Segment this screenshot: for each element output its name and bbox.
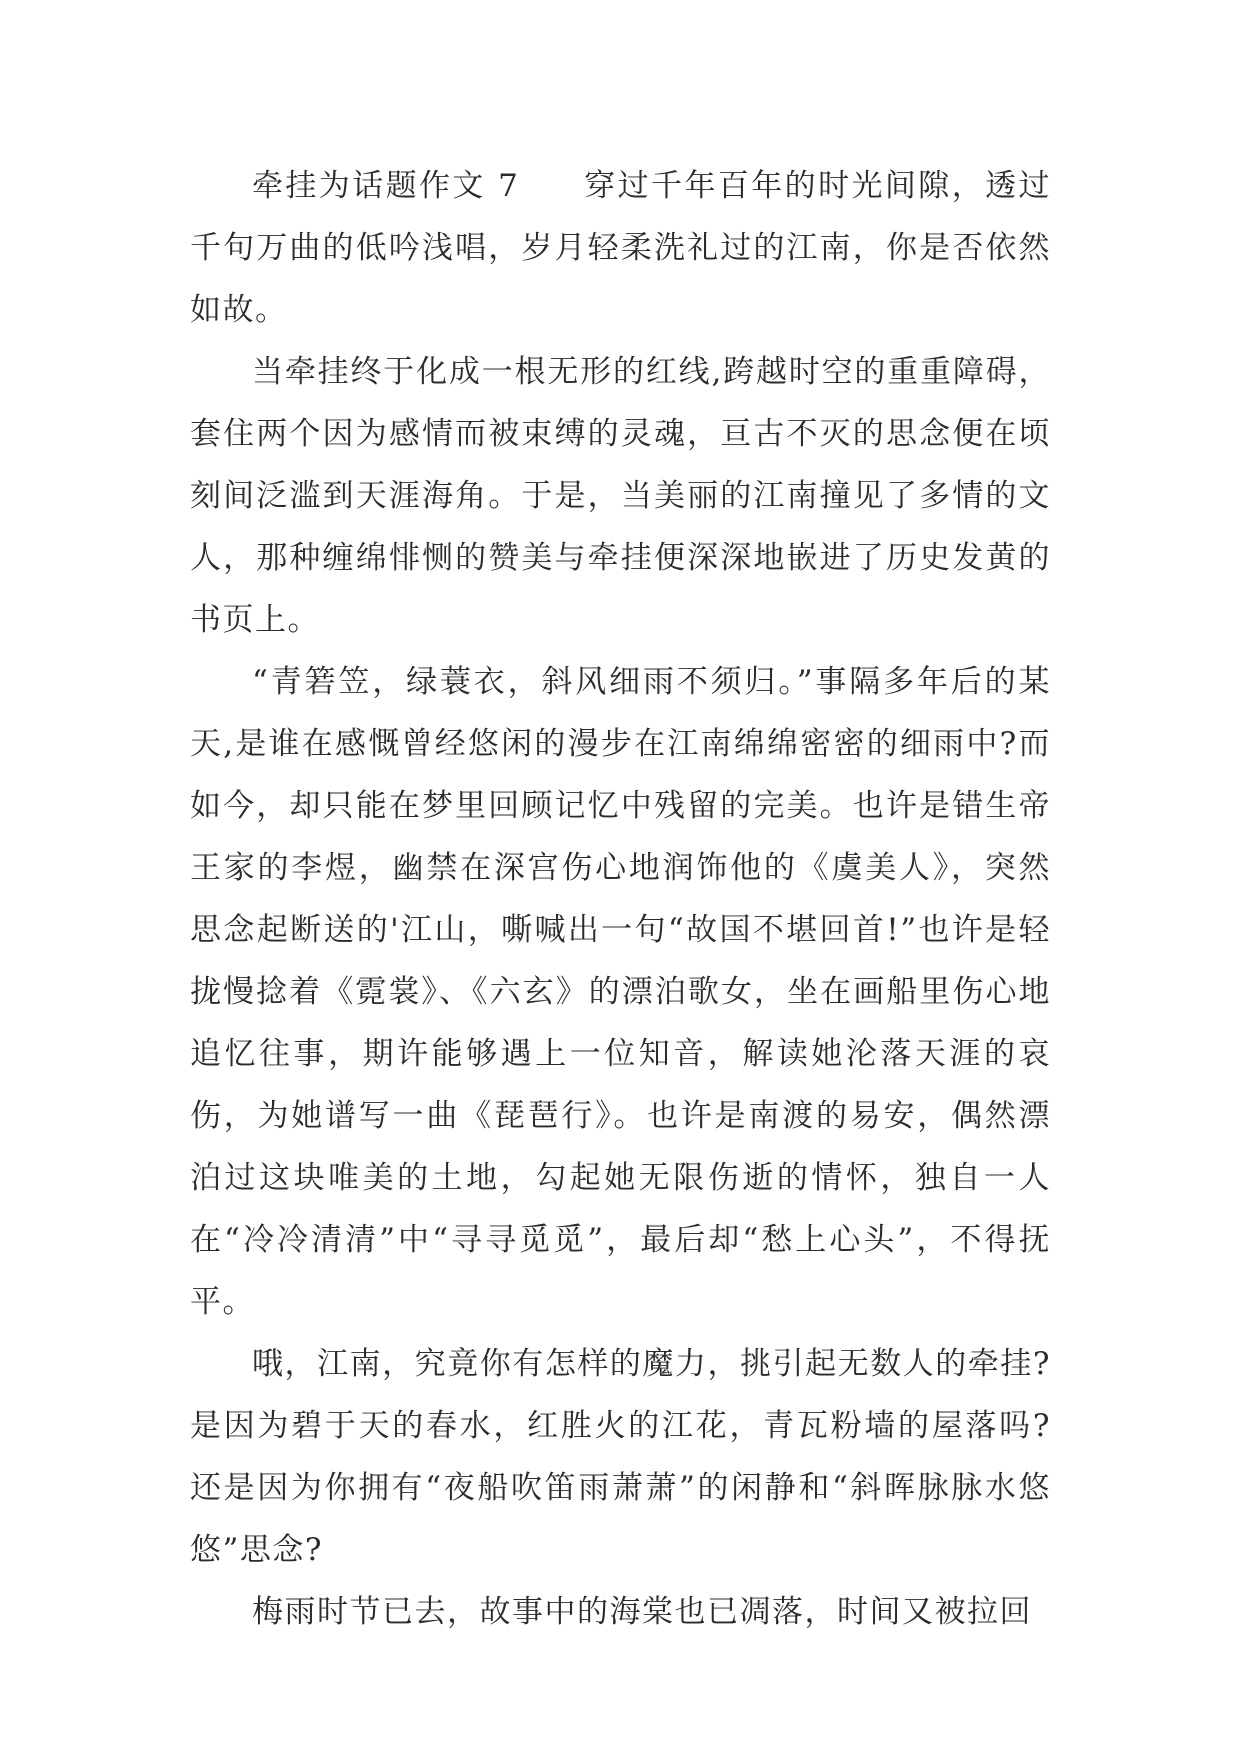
paragraph-1: 当牵挂终于化成一根无形的红线,跨越时空的重重障碍，套住两个因为感情而被束缚的灵魂，亘古不灭的思念便在顷刻间泛滥到天涯海角。于是，当美丽的江南撞见了多情的文人，那种缠绵悱恻的赞美与牵挂便深深地嵌进了历史发黄的书页上。 (190, 354, 1051, 638)
paragraph-2: “青箬笠，绿蓑衣，斜风细雨不须归。”事隔多年后的某天,是谁在感慨曾经悠闲的漫步在江南绵绵密密的细雨中?而如今，却只能在梦里回顾记忆中残留的完美。也许是错生帝王家的李煜，幽禁在深宫伤心地润饰他的《虞美人》，突然思念起断送的'江山，嘶喊出一句“故国不堪回首!”也许是轻拢慢捻着《霓裳》、《六玄》的漂泊歌女，坐在画船里伤心地追忆往事，期许能够遇上一位知音，解读她沦落天涯的哀伤，为她谱写一曲《琵琶行》。也许是南渡的易安，偶然漂泊过这块唯美的土地，勾起她无限伤逝的情怀，独自一人在“冷冷清清”中“寻寻觅觅”，最后却“愁上心头”，不得抚平。 (190, 664, 1051, 1320)
paragraph-4: 梅雨时节已去，故事中的海棠也已凋落，时间又被拉回 (252, 1594, 1032, 1630)
document-body (190, 155, 1051, 1643)
paragraph-3: 哦，江南，究竟你有怎样的魔力，挑引起无数人的牵挂?是因为碧于天的春水，红胜火的江花，青瓦粉墙的屋落吗?还是因为你拥有“夜船吹笛雨萧萧”的闲静和“斜晖脉脉水悠悠”思念? (190, 1346, 1051, 1568)
opening-text: 穿过千年百年的时光间隙，透过千句万曲的低吟浅唱，岁月轻柔洗礼过的江南，你是否依然如故。 (190, 168, 1052, 328)
title-paragraph (190, 155, 1051, 341)
essay-title: 牵挂为话题作文 7 (252, 168, 520, 204)
